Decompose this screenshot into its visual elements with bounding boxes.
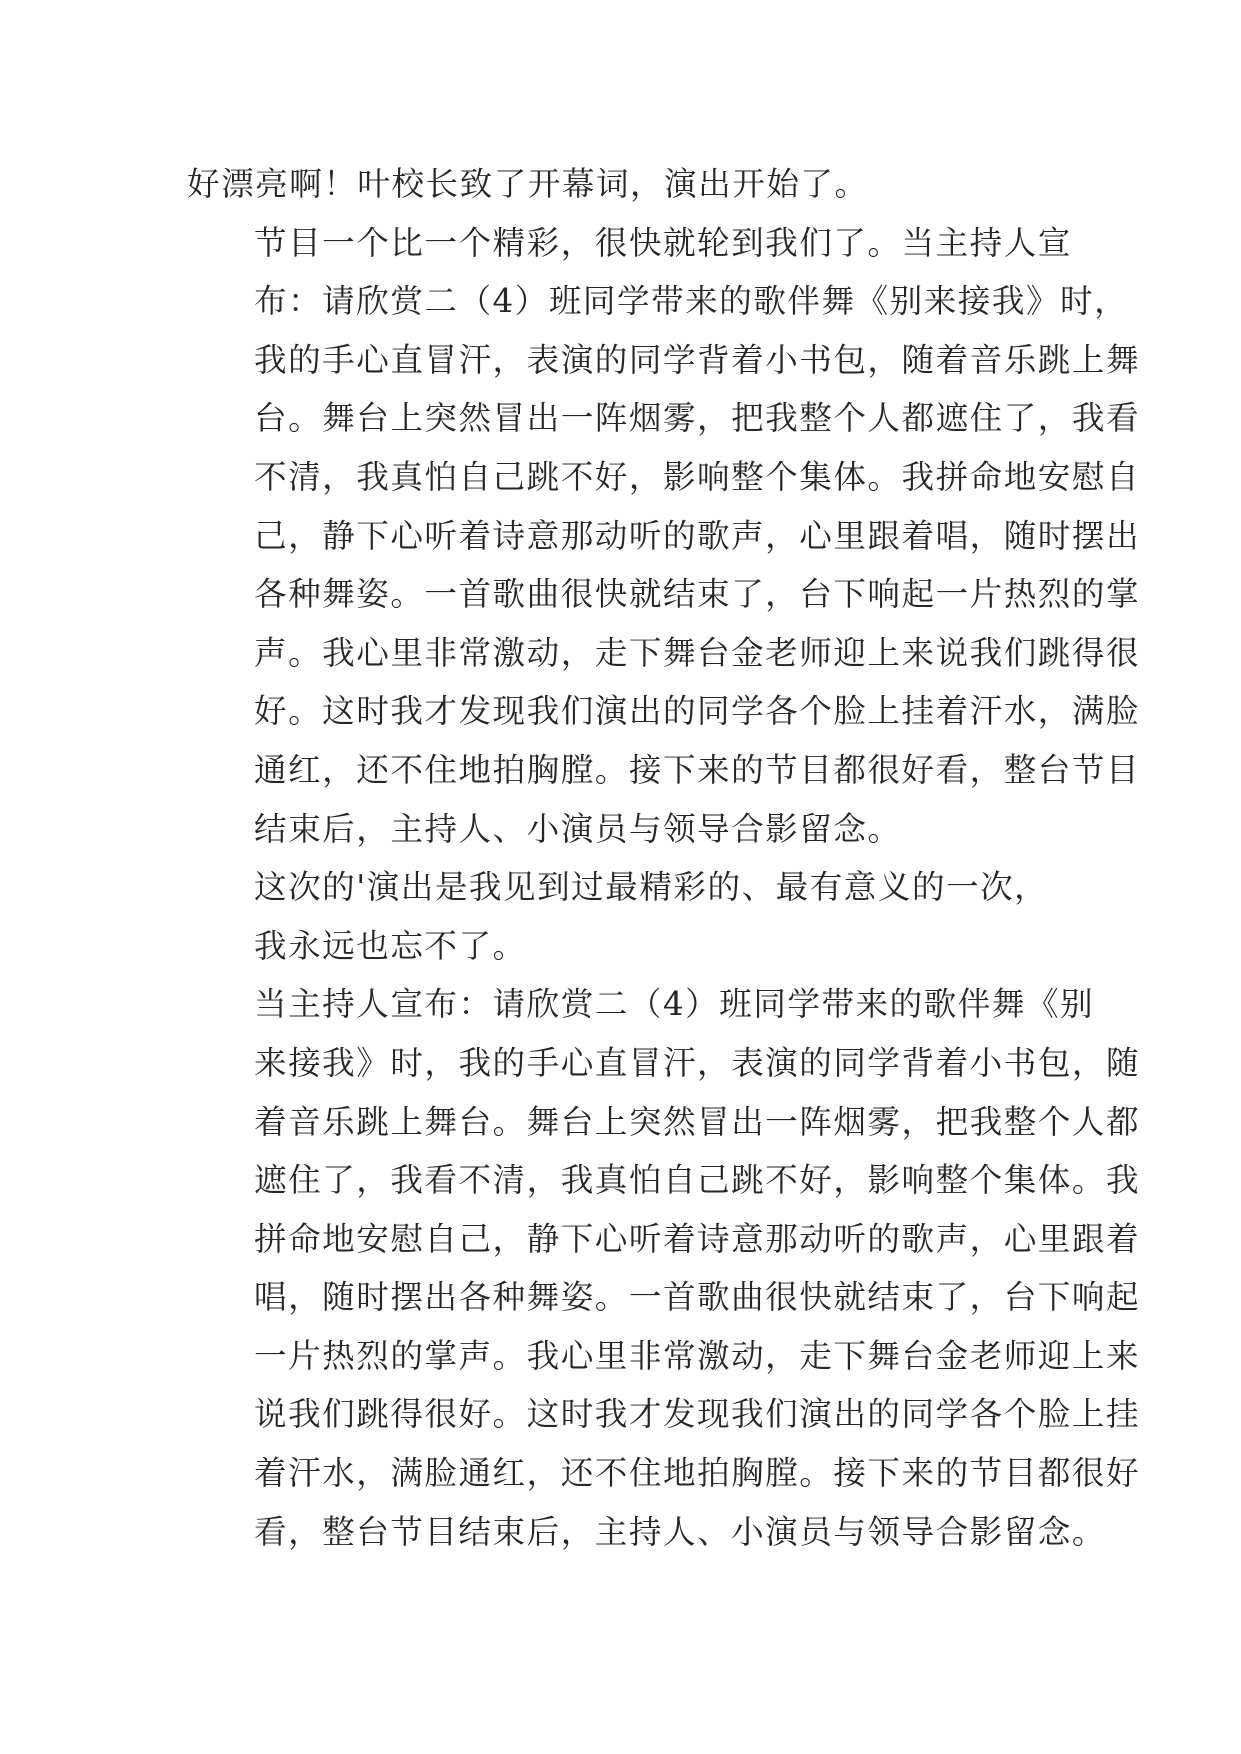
text-line: 布：请欣赏二（4）班同学带来的歌伴舞《别来接我》时， xyxy=(254,282,1129,321)
text-line: 台。舞台上突然冒出一阵烟雾，把我整个人都遮住了，我看 xyxy=(254,399,1141,438)
paragraph-3 xyxy=(187,858,1052,975)
text-line: 好漂亮啊！叶校长致了开幕词，演出开始了。 xyxy=(187,165,869,203)
paragraph-1 xyxy=(187,155,1052,214)
text-line: 己，静下心听着诗意那动听的歌声，心里跟着唱，随时摆出 xyxy=(254,516,1141,555)
text-line: 通红，还不住地拍胸膛。接下来的节目都很好看，整台节目 xyxy=(254,750,1141,789)
paragraph-4 xyxy=(187,975,1141,1561)
text-line: 声。我心里非常激动，走下舞台金老师迎上来说我们跳得很 xyxy=(254,633,1141,672)
text-line: 这次的'演出是我见到过最精彩的、最有意义的一次， xyxy=(254,868,1049,907)
text-line: 遮住了，我看不清，我真怕自己跳不好，影响整个集体。我 xyxy=(254,1161,1141,1200)
text-line: 来接我》时，我的手心直冒汗，表演的同学背着小书包，随 xyxy=(254,1043,1141,1082)
text-line: 结束后，主持人、小演员与领导合影留念。 xyxy=(254,809,902,848)
text-line: 一片热烈的掌声。我心里非常激动，走下舞台金老师迎上来 xyxy=(254,1336,1141,1375)
text-line: 拼命地安慰自己，静下心听着诗意那动听的歌声，心里跟着 xyxy=(254,1219,1141,1258)
text-line: 着汗水，满脸通红，还不住地拍胸膛。接下来的节目都很好 xyxy=(254,1454,1141,1493)
text-line: 各种舞姿。一首歌曲很快就结束了，台下响起一片热烈的掌 xyxy=(254,575,1141,614)
document-body xyxy=(187,155,1141,1561)
text-line: 唱，随时摆出各种舞姿。一首歌曲很快就结束了，台下响起 xyxy=(254,1278,1141,1317)
text-line: 着音乐跳上舞台。舞台上突然冒出一阵烟雾，把我整个人都 xyxy=(254,1102,1141,1141)
text-line: 好。这时我才发现我们演出的同学各个脸上挂着汗水，满脸 xyxy=(254,692,1141,731)
text-line: 当主持人宣布：请欣赏二（4）班同学带来的歌伴舞《别 xyxy=(254,985,1095,1024)
text-line: 节目一个比一个精彩，很快就轮到我们了。当主持人宣 xyxy=(254,223,1072,262)
text-line: 我永远也忘不了。 xyxy=(254,926,527,965)
text-line: 看，整台节目结束后，主持人、小演员与领导合影留念。 xyxy=(254,1512,1106,1551)
text-line: 我的手心直冒汗，表演的同学背着小书包，随着音乐跳上舞 xyxy=(254,340,1141,379)
text-line: 不清，我真怕自己跳不好，影响整个集体。我拼命地安慰自 xyxy=(254,457,1141,496)
paragraph-2 xyxy=(187,214,1141,859)
text-line: 说我们跳得很好。这时我才发现我们演出的同学各个脸上挂 xyxy=(254,1395,1141,1434)
